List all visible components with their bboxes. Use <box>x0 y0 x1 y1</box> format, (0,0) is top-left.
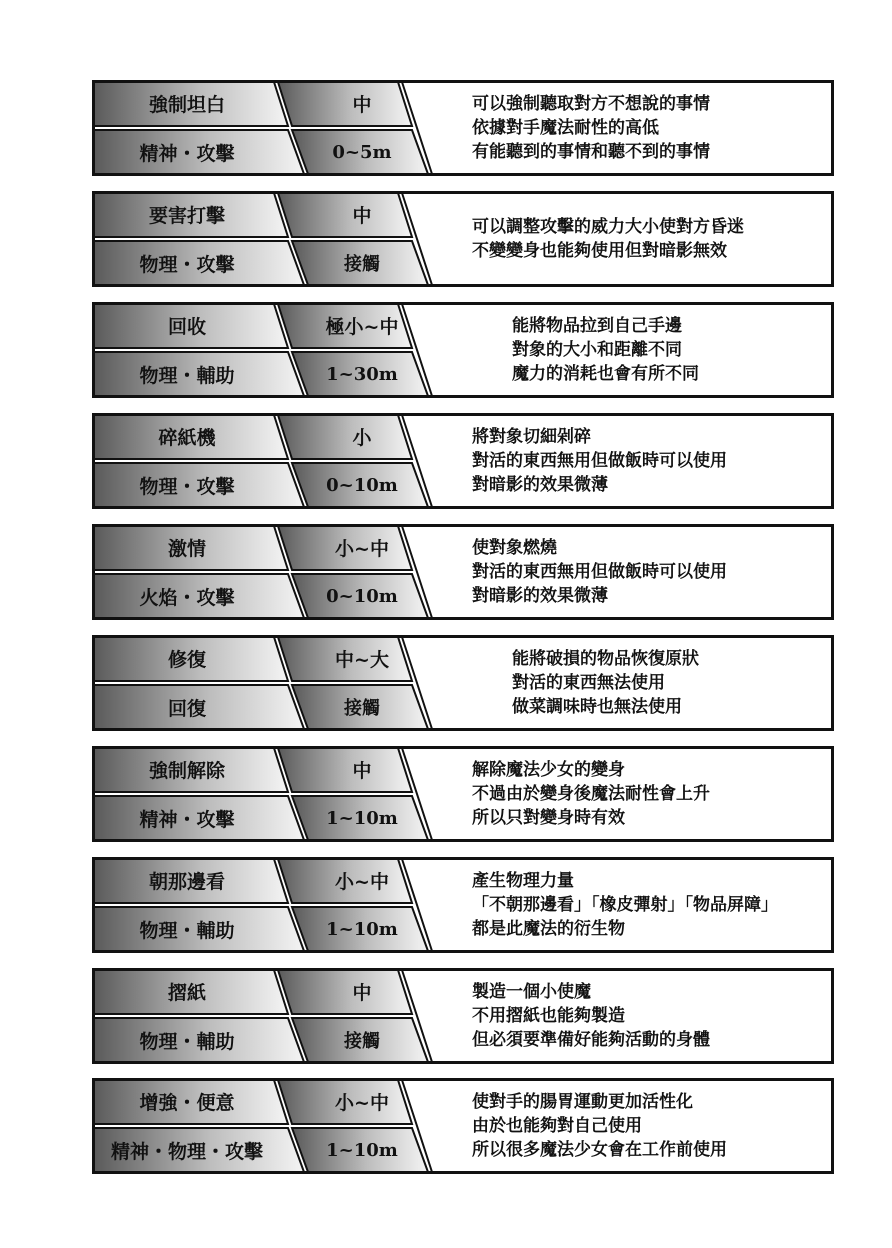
spell-name: 強制解除 <box>148 759 225 782</box>
description-line: 不過由於變身後魔法耐性會上升 <box>472 784 710 804</box>
spell-range: 1~10m <box>326 807 398 829</box>
spell-name: 朝那邊看 <box>148 870 225 893</box>
spell-description <box>472 857 814 953</box>
spell-card <box>92 1078 834 1174</box>
spell-range: 接觸 <box>344 254 380 275</box>
spell-power: 極小~中 <box>325 315 399 338</box>
spell-category: 物理・輔助 <box>139 919 235 942</box>
description-line: 不用摺紙也能夠製造 <box>472 1006 625 1026</box>
spell-power: 中 <box>352 759 372 782</box>
spell-category: 物理・輔助 <box>139 364 235 387</box>
description-line: 不變變身也能夠使用但對暗影無效 <box>472 241 727 261</box>
spell-description <box>472 1078 814 1174</box>
description-line: 由於也能夠對自己使用 <box>472 1116 642 1136</box>
description-line: 對活的東西無用但做飯時可以使用 <box>472 451 727 471</box>
spell-category: 物理・輔助 <box>139 1030 235 1053</box>
spell-range: 0~5m <box>332 141 392 163</box>
description-line: 使對手的腸胃運動更加活性化 <box>472 1092 693 1112</box>
spell-name: 要害打擊 <box>148 204 225 227</box>
spell-power: 中 <box>352 204 372 227</box>
spell-range: 接觸 <box>344 698 380 719</box>
spell-power: 小~中 <box>335 537 389 560</box>
description-line: 解除魔法少女的變身 <box>472 760 625 780</box>
spell-category: 物理・攻擊 <box>139 253 235 276</box>
description-line: 可以強制聽取對方不想說的事情 <box>472 94 710 114</box>
spell-card <box>92 746 834 842</box>
spell-name: 回收 <box>167 315 206 338</box>
spell-power: 中 <box>352 981 372 1004</box>
spell-range: 接觸 <box>344 1031 380 1052</box>
spell-name: 強制坦白 <box>148 93 225 116</box>
description-line: 所以很多魔法少女會在工作前使用 <box>472 1140 727 1160</box>
spell-category: 火焰・攻擊 <box>139 586 235 609</box>
spell-category: 精神・攻擊 <box>139 808 235 831</box>
spell-name: 修復 <box>167 648 206 671</box>
spell-card <box>92 635 834 731</box>
description-line: 使對象燃燒 <box>472 538 557 558</box>
spell-power: 小~中 <box>335 870 389 893</box>
spell-name: 增強・便意 <box>139 1091 235 1114</box>
spell-category: 物理・攻擊 <box>139 475 235 498</box>
spell-description <box>472 746 814 842</box>
spell-description <box>512 302 814 398</box>
spell-power: 中~大 <box>335 648 389 671</box>
spell-description <box>472 413 814 509</box>
description-line: 都是此魔法的衍生物 <box>472 919 625 939</box>
description-line: 對活的東西無用但做飯時可以使用 <box>472 562 727 582</box>
description-line: 做菜調味時也無法使用 <box>512 697 682 717</box>
description-line: 將對象切細剁碎 <box>472 427 591 447</box>
spell-range: 1~10m <box>326 918 398 940</box>
description-line: 製造一個小使魔 <box>472 982 591 1002</box>
spell-description <box>472 80 814 176</box>
spell-power: 小 <box>352 426 372 449</box>
spell-name: 摺紙 <box>167 981 206 1004</box>
spell-card <box>92 413 834 509</box>
description-line: 「不朝那邊看」「橡皮彈射」「物品屏障」 <box>472 895 778 915</box>
description-line: 對暗影的效果微薄 <box>472 475 608 495</box>
description-line: 依據對手魔法耐性的高低 <box>472 118 659 138</box>
spell-description <box>472 968 814 1064</box>
spell-category: 精神・物理・攻擊 <box>110 1140 263 1163</box>
description-line: 可以調整攻擊的威力大小使對方昏迷 <box>472 217 744 237</box>
spell-card <box>92 191 834 287</box>
description-line: 有能聽到的事情和聽不到的事情 <box>472 142 710 162</box>
description-line: 所以只對變身時有效 <box>472 808 625 828</box>
spell-description <box>472 191 814 287</box>
spell-card <box>92 80 834 176</box>
spell-description <box>512 635 814 731</box>
spell-name: 激情 <box>167 537 206 560</box>
spell-category: 回復 <box>167 697 206 720</box>
description-line: 對象的大小和距離不同 <box>512 340 682 360</box>
description-line: 魔力的消耗也會有所不同 <box>512 364 699 384</box>
spell-power: 小~中 <box>335 1091 389 1114</box>
spell-card <box>92 857 834 953</box>
spell-range: 1~30m <box>326 363 398 385</box>
spell-card <box>92 968 834 1064</box>
spell-range: 0~10m <box>326 474 398 496</box>
spell-card <box>92 524 834 620</box>
spell-range: 0~10m <box>326 585 398 607</box>
description-line: 能將破損的物品恢復原狀 <box>512 649 699 669</box>
spell-range: 1~10m <box>326 1139 398 1161</box>
spell-description <box>472 524 814 620</box>
description-line: 能將物品拉到自己手邊 <box>512 316 682 336</box>
spell-category: 精神・攻擊 <box>139 142 235 165</box>
description-line: 但必須要準備好能夠活動的身體 <box>472 1030 710 1050</box>
spell-name: 碎紙機 <box>158 426 216 449</box>
spell-card <box>92 302 834 398</box>
description-line: 對活的東西無法使用 <box>512 673 665 693</box>
description-line: 產生物理力量 <box>472 871 574 891</box>
description-line: 對暗影的效果微薄 <box>472 586 608 606</box>
spell-power: 中 <box>352 93 372 116</box>
